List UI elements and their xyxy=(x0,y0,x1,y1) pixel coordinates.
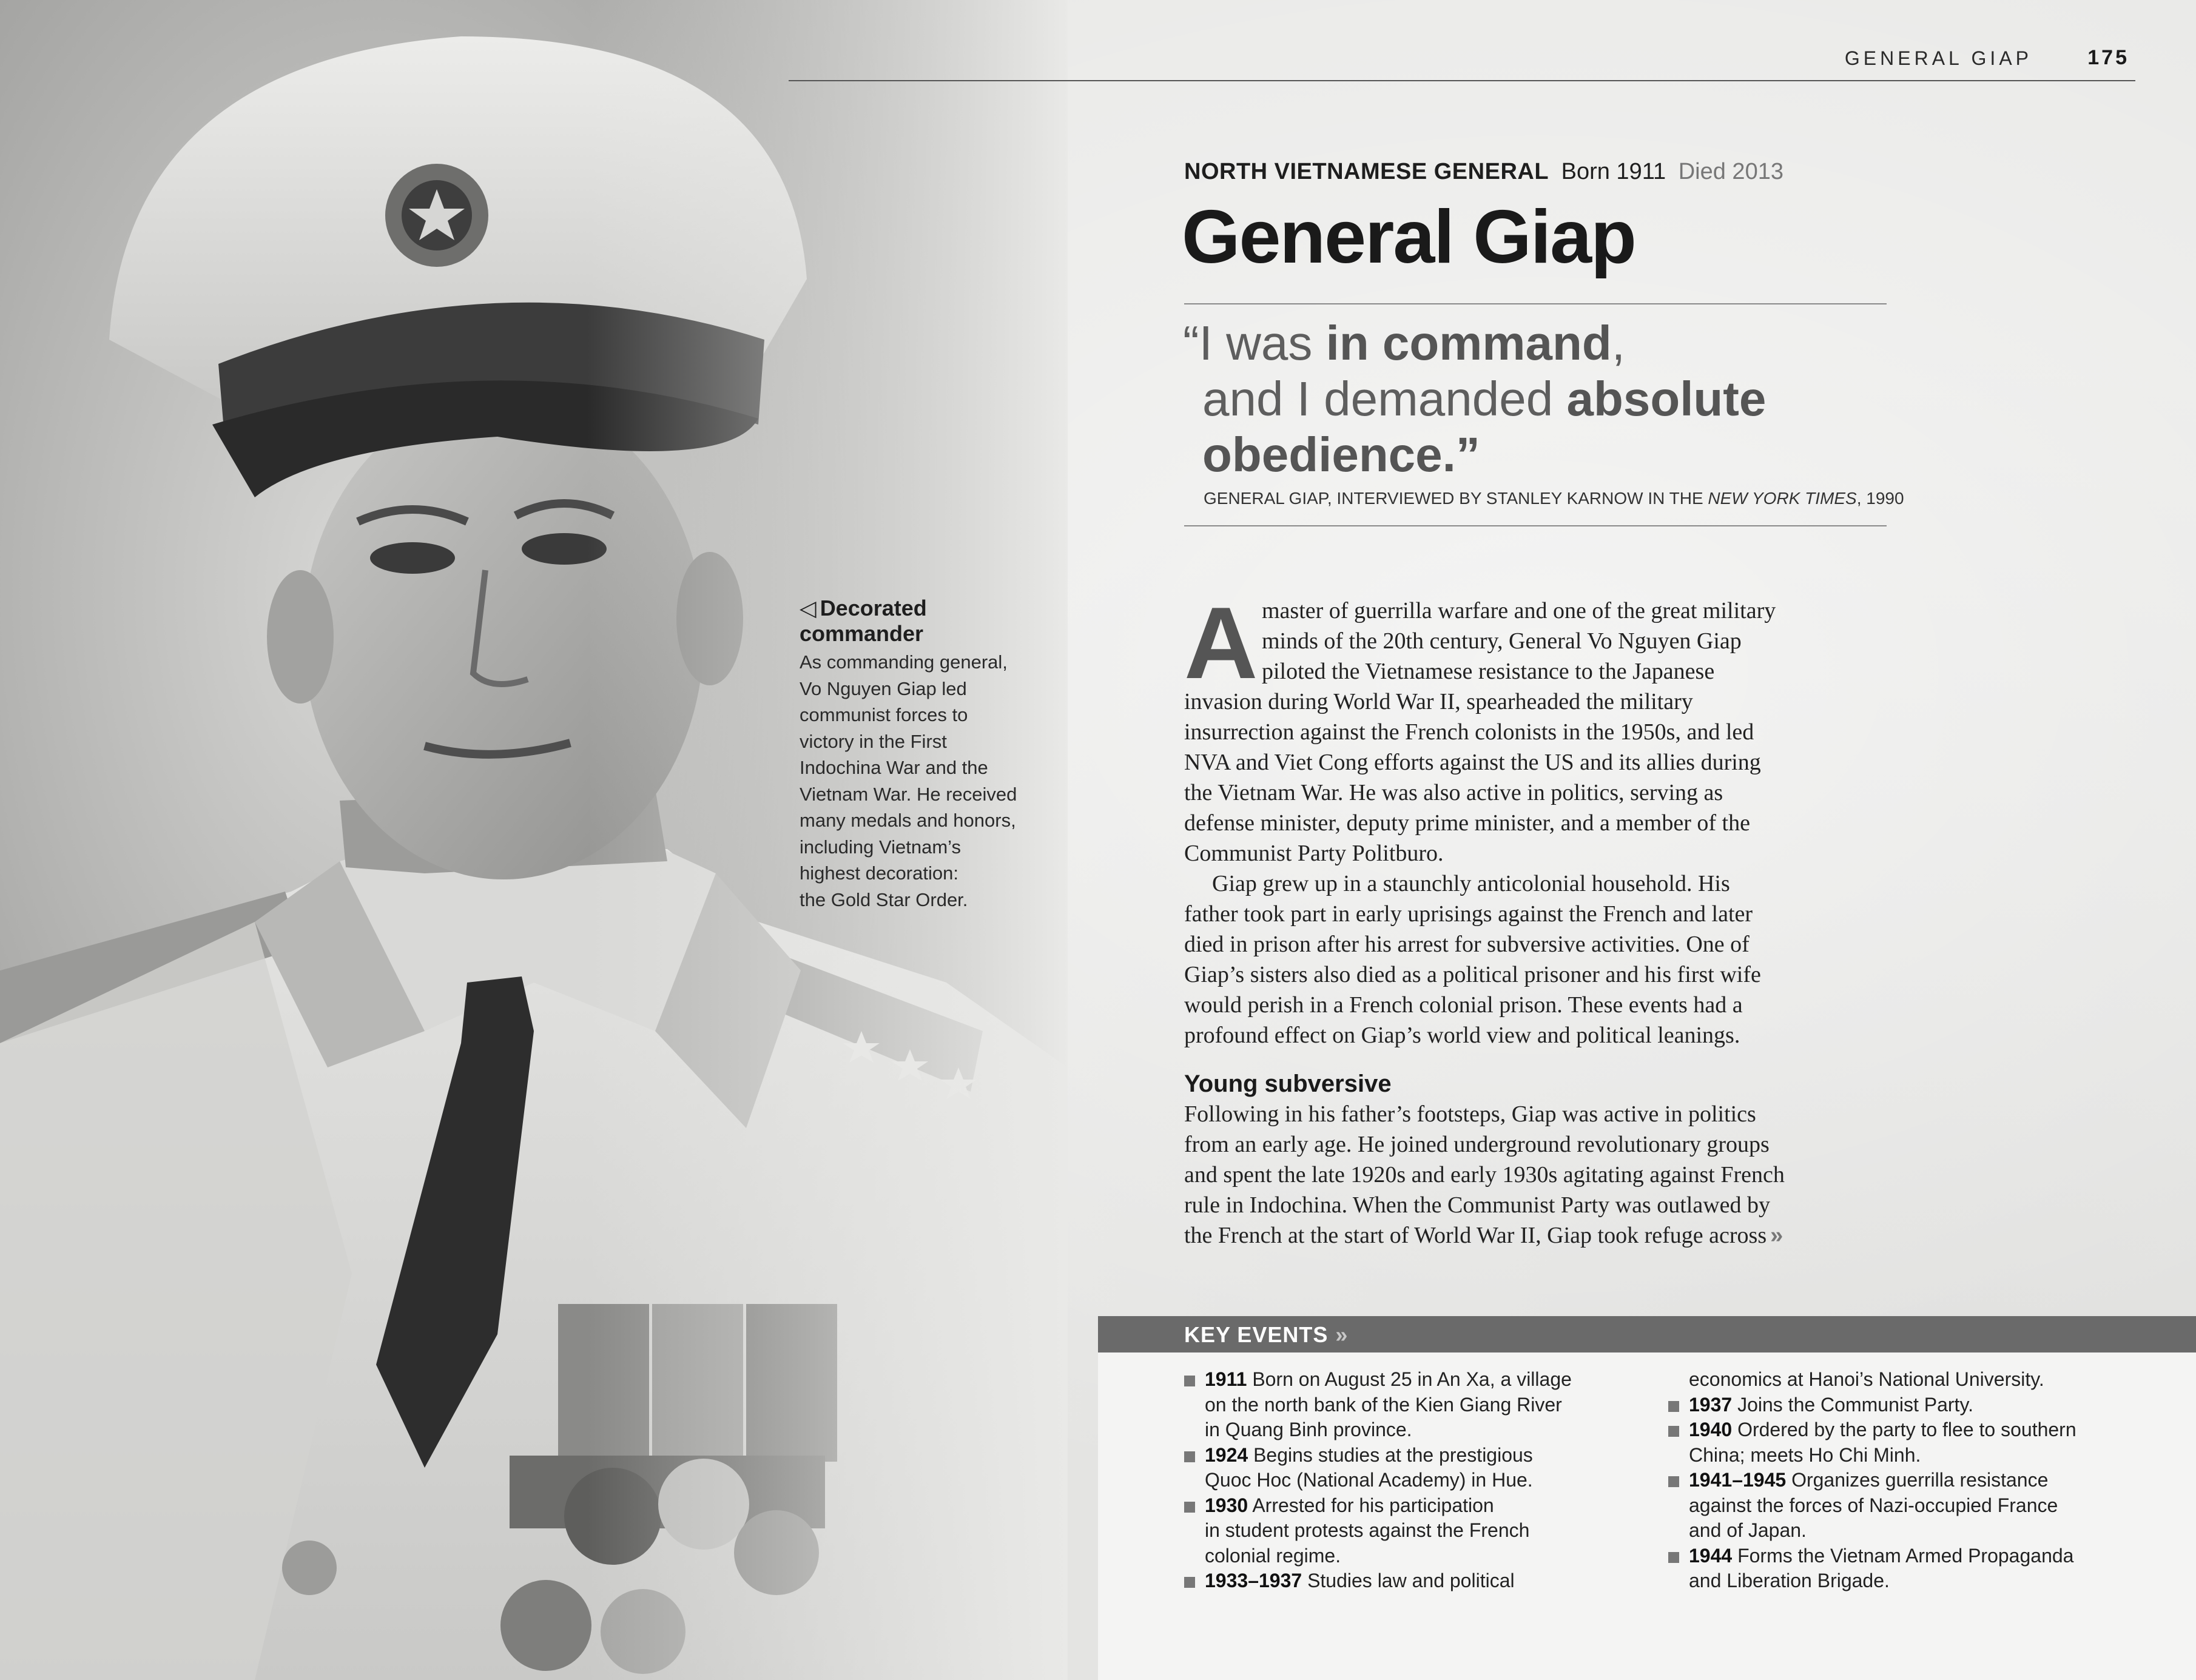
profile-role: NORTH VIETNAMESE GENERAL xyxy=(1184,159,1549,184)
key-event-item: 1924 Begins studies at the prestigious Quoc Hoc (National Academy) in Hue. xyxy=(1184,1443,1633,1493)
key-event-item: 1911 Born on August 25 in An Xa, a village on the north bank of the Kien Giang River in Quang Binh province. xyxy=(1184,1367,1633,1443)
bullet-square-icon xyxy=(1184,1577,1195,1588)
drop-cap: A xyxy=(1184,586,1258,700)
paragraph-1: master of guerrilla warfare and one of the great military minds of the 20th century, General Vo Nguyen Giap piloted the Vietnamese resistance to the Japanese invasion during World War II, spearheaded the military insurrection against the French colonists in the 1950s, and led NVA and Viet Cong efforts against the US and its allies during the Vietnam War. He was also active in politics, serving as defense minister, deputy prime minister, and a member of the Communist Party Politburo. xyxy=(1184,598,1776,866)
key-event-item: 1930 Arrested for his participation in student protests against the French colonial regime. xyxy=(1184,1493,1633,1569)
section-subhead: Young subversive xyxy=(1184,1070,1392,1097)
photo-caption xyxy=(800,596,1042,913)
quote-line-1: “I was in command, xyxy=(1183,316,1625,370)
key-event-item: 1940 Ordered by the party to flee to southern China; meets Ho Chi Minh. xyxy=(1668,1417,2129,1468)
bullet-square-icon xyxy=(1668,1426,1679,1437)
publication-name: NEW YORK TIMES xyxy=(1708,489,1857,508)
key-event-continuation: economics at Hanoi’s National University. xyxy=(1689,1368,2044,1390)
quote-rule-bottom xyxy=(1184,525,1887,526)
caption-text: As commanding general, Vo Nguyen Giap led communist forces to victory in the First Indochina War and the Vietnam War. He received many medals and honors, including Vietnam’s highest decoration: the Gold Star Order. xyxy=(800,651,1017,910)
key-event-item: 1941–1945 Organizes guerrilla resistance against the forces of Nazi-occupied France and of Japan. xyxy=(1668,1468,2129,1544)
caption-heading: ◁ Decorated commander xyxy=(800,596,927,646)
running-head xyxy=(0,0,2196,81)
profile-kicker xyxy=(1184,159,1783,185)
key-events-label: KEY EVENTS » xyxy=(1184,1322,1343,1347)
profile-died: Died 2013 xyxy=(1678,159,1783,184)
quote-rule-top xyxy=(1184,303,1887,304)
pull-quote xyxy=(1183,315,1881,483)
bullet-square-icon xyxy=(1668,1476,1679,1487)
profile-born: Born 1911 xyxy=(1561,159,1666,184)
header-rule xyxy=(789,80,2135,81)
pointer-left-icon: ◁ xyxy=(800,596,817,620)
bullet-square-icon xyxy=(1184,1376,1195,1386)
double-chevron-icon: » xyxy=(1335,1322,1343,1347)
page-title: General Giap xyxy=(1182,195,1635,279)
continue-arrow-icon: » xyxy=(1770,1223,1783,1248)
key-event-item: 1933–1937 Studies law and political xyxy=(1184,1568,1633,1594)
key-events-column-1 xyxy=(1184,1367,1633,1594)
article-body xyxy=(1184,586,1900,1251)
bullet-square-icon xyxy=(1668,1552,1679,1563)
running-head-title: GENERAL GIAP xyxy=(1844,47,2032,69)
key-events-column-2 xyxy=(1668,1367,2129,1594)
key-event-item: 1937 Joins the Communist Party. xyxy=(1668,1393,2129,1418)
bullet-square-icon xyxy=(1184,1502,1195,1513)
quote-line-2: and I demanded absolute xyxy=(1202,372,1767,426)
bullet-square-icon xyxy=(1184,1451,1195,1462)
paragraph-2: Giap grew up in a staunchly anticolonial household. His father took part in early uprisings against the French and later died in prison after his arrest for subversive activities. One of Giap’s sisters also died as a political prisoner and his first wife would perish in a French colonial prison. These events had a profound effect on Giap’s world view and political leanings. xyxy=(1184,871,1761,1048)
quote-credit: GENERAL GIAP, INTERVIEWED BY STANLEY KARNOW IN THE NEW YORK TIMES, 1990 xyxy=(1204,489,1904,508)
page-number: 175 xyxy=(2087,46,2129,69)
paragraph-3: Following in his father’s footsteps, Giap was active in politics from an early age. He joined underground revolutionary groups and spent the late 1920s and early 1930s agitating against French rule in Indochina. When the Communist Party was outlawed by the French at the start of World War II, Giap took refuge across » xyxy=(1184,1101,1785,1248)
key-events-header xyxy=(1098,1316,2196,1352)
quote-line-3: obedience.” xyxy=(1202,428,1480,482)
key-event-item: 1944 Forms the Vietnam Armed Propaganda and Liberation Brigade. xyxy=(1668,1544,2129,1594)
bullet-square-icon xyxy=(1668,1401,1679,1412)
